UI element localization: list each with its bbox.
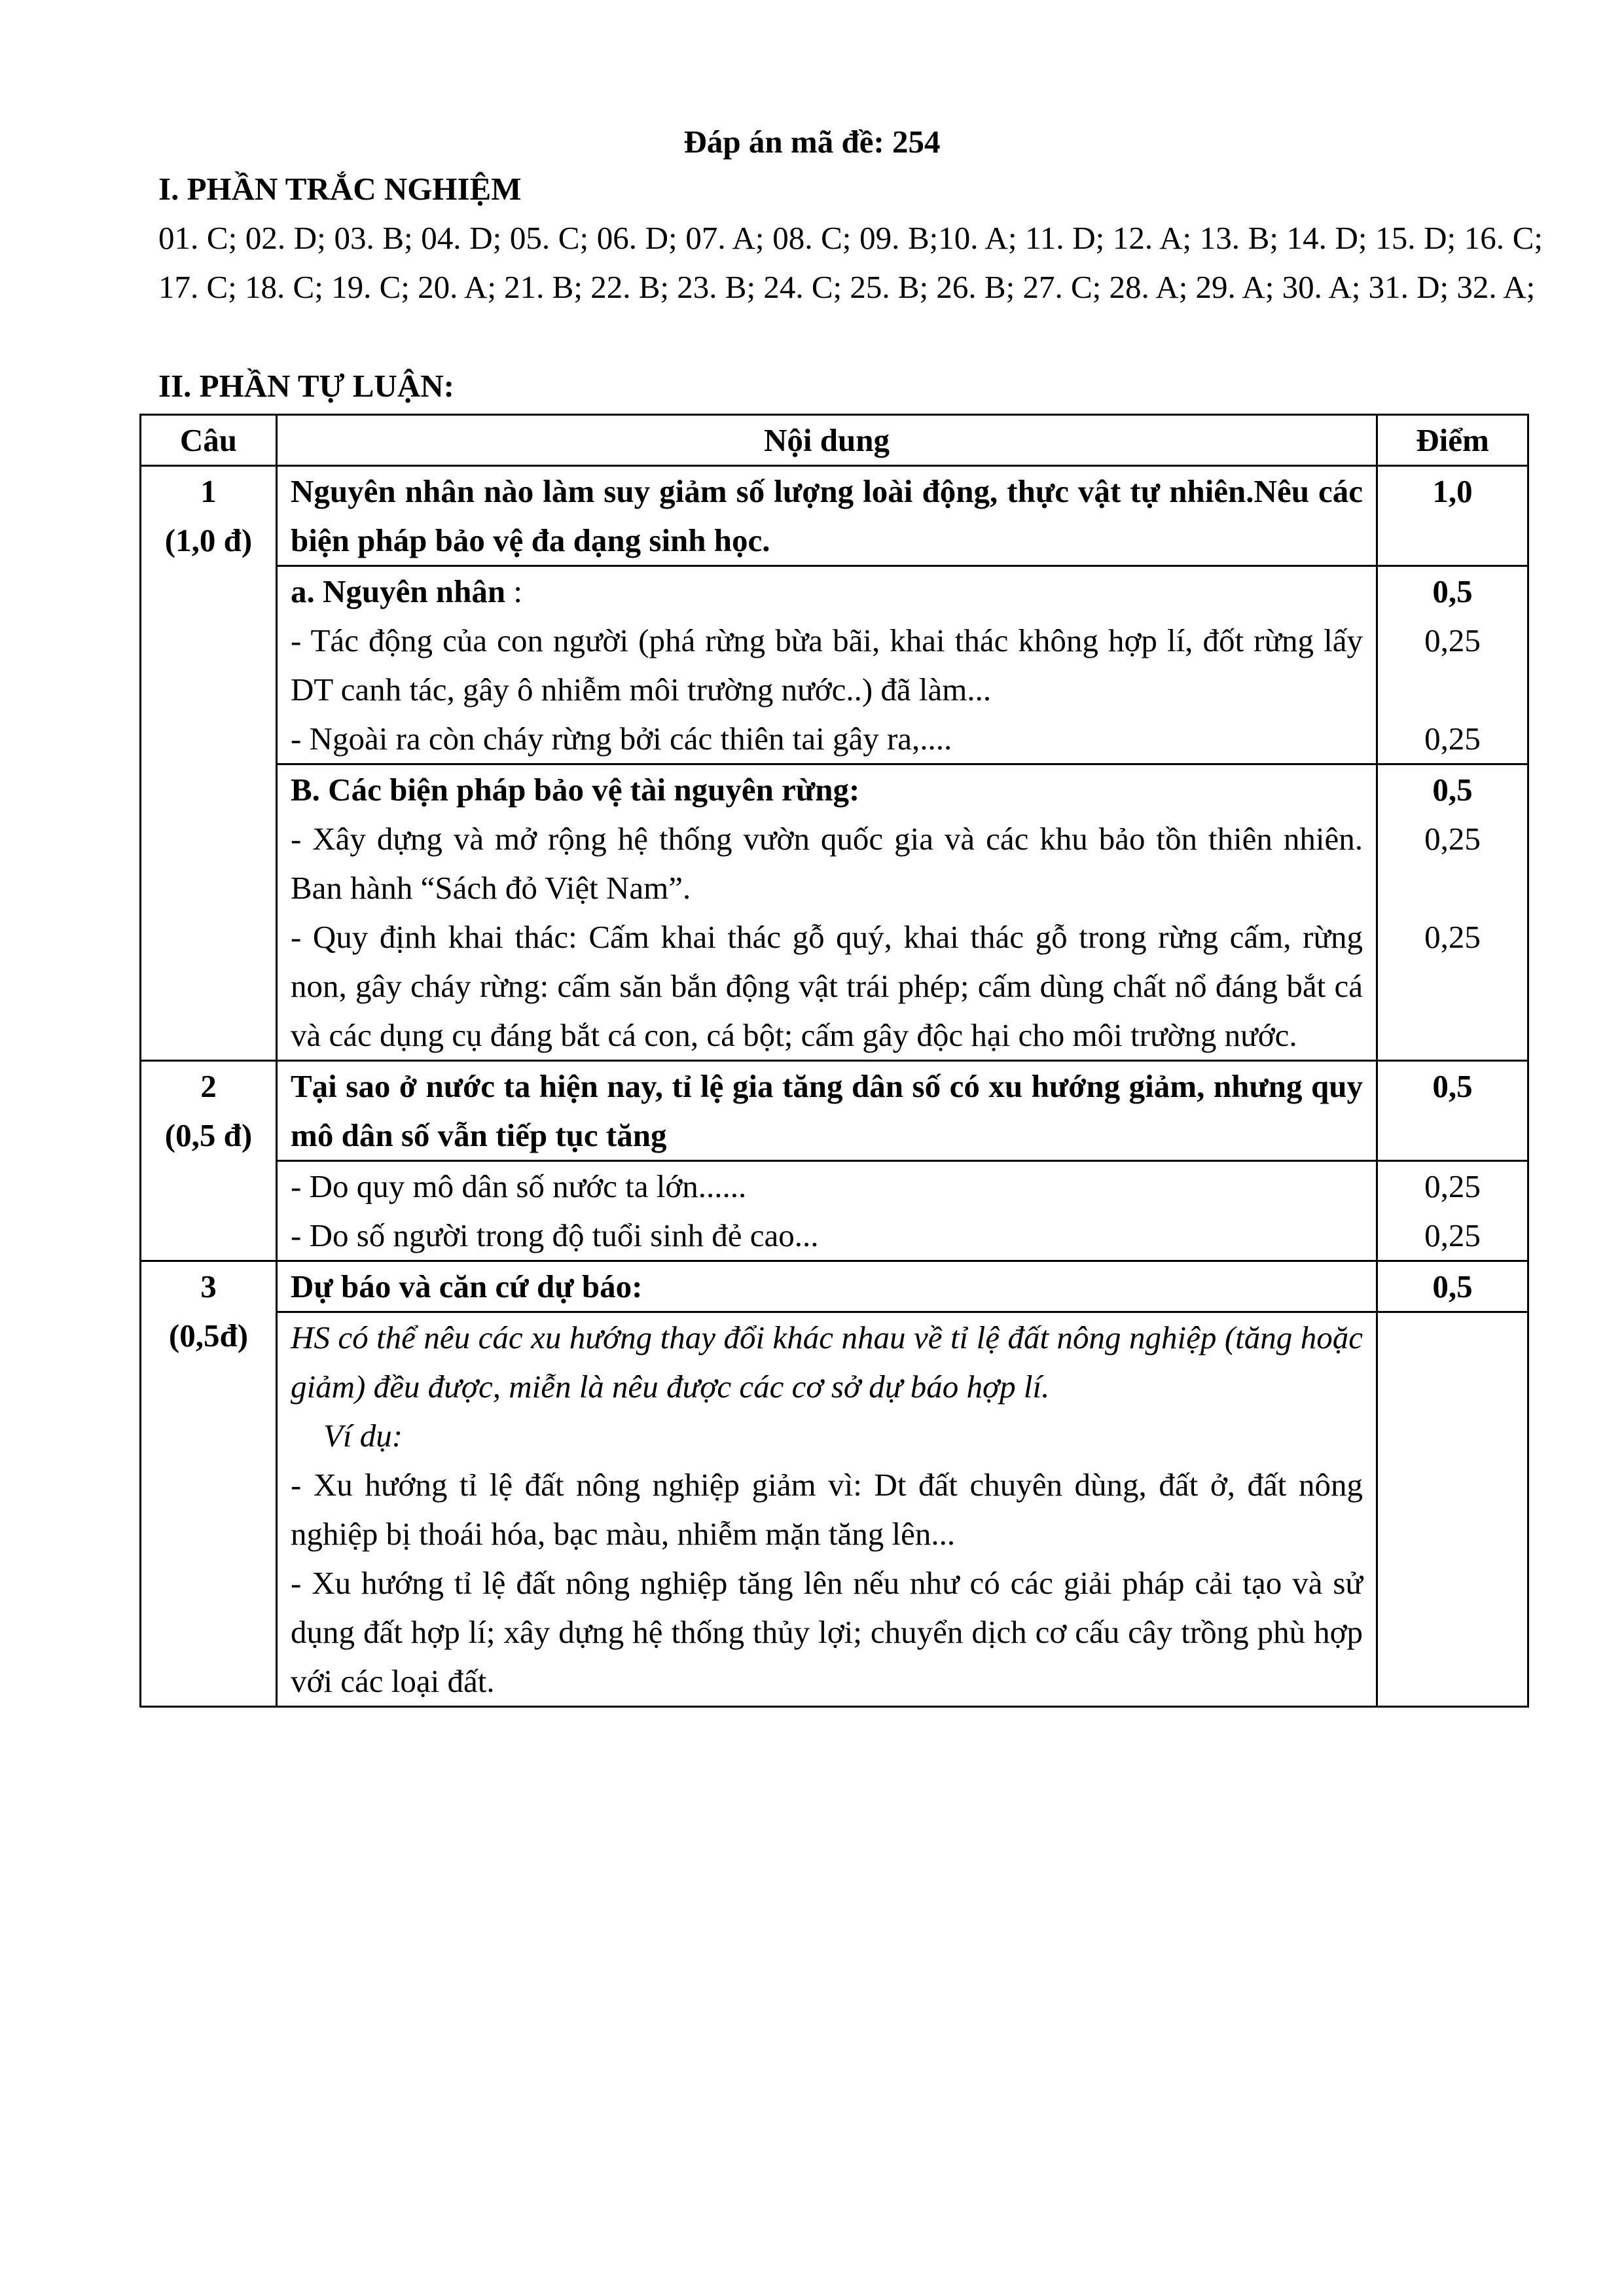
q3-number: 3 (200, 1268, 217, 1304)
q2-item1: - Do quy mô dân số nước ta lớn...... (291, 1168, 747, 1204)
q1-part-a-item2-score: 0,25 (1424, 721, 1481, 757)
q1-part-a-heading: a. Nguyên nhân (291, 573, 506, 609)
q2-answer-row (141, 1161, 1528, 1261)
q1-part-a-item2: - Ngoài ra còn cháy rừng bởi các thiên tai gây ra,.... (291, 721, 952, 757)
q1-part-b-item2-score: 0,25 (1424, 919, 1481, 955)
q1-part-b-item2: - Quy định khai thác: Cấm khai thác gỗ quý, khai thác gỗ trong rừng cấm, rừng non, gây cháy rừng: cấm săn bắn động vật trái phép; cấm dùng chất nổ đáng bắt cá và các dụng cụ đáng bắt cá con, cá bột; cấm gây độc hại cho môi trường nước. (291, 919, 1363, 1053)
q2-answer-content (277, 1161, 1377, 1261)
q3-intro: HS có thể nêu các xu hướng thay đổi khác nhau về tỉ lệ đất nông nghiệp (tăng hoặc giảm) đều được, miễn là nêu được các cơ sở dự báo hợp lí. (291, 1319, 1363, 1405)
q1-number: 1 (200, 473, 217, 509)
q1-part-a-scores (1377, 566, 1528, 764)
q2-item2: - Do số người trong độ tuổi sinh đẻ cao... (291, 1217, 819, 1253)
q1-part-b-scores (1377, 764, 1528, 1061)
q1-part-a-score: 0,5 (1432, 573, 1473, 609)
q2-answer-scores (1377, 1161, 1528, 1261)
q1-part-a-colon: : (505, 573, 523, 609)
q2-number-cell (141, 1061, 277, 1261)
q1-part-a-row (141, 566, 1528, 764)
q1-max-score: (1,0 đ) (164, 522, 253, 558)
header-cau: Câu (141, 415, 277, 466)
q3-answer-scores (1377, 1312, 1528, 1707)
q2-score: 0,5 (1377, 1061, 1528, 1161)
section1-heading: I. PHẦN TRẮC NGHIỆM (158, 171, 522, 207)
q1-part-a-item1: - Tác động của con người (phá rừng bừa bãi, khai thác không hợp lí, đốt rừng lấy DT canh tác, gây ô nhiễm môi trường nước..) đã làm... (291, 622, 1363, 708)
q3-example-label: Ví dụ: (323, 1418, 403, 1454)
q1-question-row (141, 466, 1528, 566)
q1-part-b-heading: B. Các biện pháp bảo vệ tài nguyên rừng: (291, 772, 860, 808)
q3-question-row (141, 1261, 1528, 1312)
table-header-row (141, 415, 1528, 466)
q1-score: 1,0 (1377, 466, 1528, 566)
q2-item2-score: 0,25 (1424, 1217, 1481, 1253)
q2-question-row (141, 1061, 1528, 1161)
q1-part-b-item1-score: 0,25 (1424, 821, 1481, 857)
q1-part-b-score: 0,5 (1432, 772, 1473, 808)
q1-part-a-content (277, 566, 1377, 764)
q3-max-score: (0,5đ) (168, 1318, 249, 1354)
page-title: Đáp án mã đề: 254 (683, 124, 941, 160)
header-diem: Điểm (1377, 415, 1528, 466)
q1-part-b-row (141, 764, 1528, 1061)
q3-item2: - Xu hướng tỉ lệ đất nông nghiệp tăng lên nếu như có các giải pháp cải tạo và sử dụng đất hợp lí; xây dựng hệ thống thủy lợi; chuyển dịch cơ cấu cây trồng phù hợp với các loại đất. (291, 1565, 1363, 1699)
multiple-choice-answers: 01. C; 02. D; 03. B; 04. D; 05. C; 06. D; 07. A; 08. C; 09. B;10. A; 11. D; 12. A; 13. B; 14. D; 15. D; 16. C; 17. C; 18. C; 19. C; 20. A; 21. B; 22. B; 23. B; 24. C; 25. B; 26. B; 27. C; 28. A; 29. A; 30. A; 31. D; 32. A; (158, 220, 1543, 305)
q3-item1: - Xu hướng tỉ lệ đất nông nghiệp giảm vì: Dt đất chuyên dùng, đất ở, đất nông nghiệp bị thoái hóa, bạc màu, nhiễm mặn tăng lên... (291, 1467, 1363, 1552)
q2-max-score: (0,5 đ) (164, 1117, 253, 1153)
q1-part-b-item1: - Xây dựng và mở rộng hệ thống vườn quốc gia và các khu bảo tồn thiên nhiên. Ban hành “Sách đỏ Việt Nam”. (291, 821, 1363, 906)
q2-item1-score: 0,25 (1424, 1168, 1481, 1204)
q2-number: 2 (200, 1068, 217, 1104)
q1-part-b-content (277, 764, 1377, 1061)
q2-question: Tại sao ở nước ta hiện nay, tỉ lệ gia tăng dân số có xu hướng giảm, nhưng quy mô dân số vẫn tiếp tục tăng (277, 1061, 1377, 1161)
section2-heading: II. PHẦN TỰ LUẬN: (158, 368, 454, 404)
essay-grading-table (139, 414, 1529, 1708)
q1-part-a-item1-score: 0,25 (1424, 622, 1481, 658)
q3-question: Dự báo và căn cứ dự báo: (277, 1261, 1377, 1312)
q1-number-cell (141, 466, 277, 1061)
q3-score: 0,5 (1377, 1261, 1528, 1312)
q3-answer-content (277, 1312, 1377, 1707)
q3-answer-row (141, 1312, 1528, 1707)
q3-number-cell (141, 1261, 277, 1707)
q1-question: Nguyên nhân nào làm suy giảm số lượng loài động, thực vật tự nhiên.Nêu các biện pháp bảo vệ đa dạng sinh học. (277, 466, 1377, 566)
header-noidung: Nội dung (277, 415, 1377, 466)
